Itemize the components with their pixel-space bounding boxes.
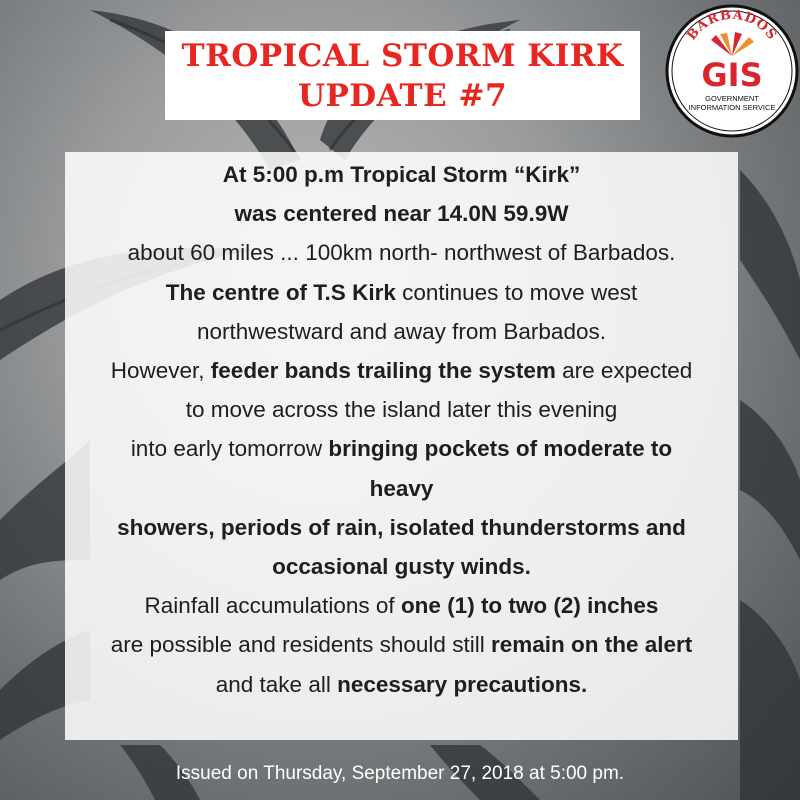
bulletin-line-12: Rainfall accumulations of one (1) to two (2) inches [144,593,659,619]
title-line-1: TROPICAL STORM KIRK [181,37,624,74]
bulletin-line-3: about 60 miles ... 100km north- northwest of Barbados. [127,240,676,266]
gis-logo-emblem [665,4,799,138]
bulletin-line-10: showers, periods of rain, isolated thunderstorms and [117,514,686,540]
gis-logo [665,4,799,138]
title-line-2: UPDATE #7 [297,77,508,114]
bulletin-line-1: At 5:00 p.m Tropical Storm “Kirk” [222,162,581,187]
logo-line-1: GOVERNMENT [705,94,759,103]
issued-footer: Issued on Thursday, September 27, 2018 at 5:00 pm. [175,763,625,784]
bulletin-line-2: was centered near 14.0N 59.9W [234,201,569,227]
bulletin-line-7: to move across the island later this evening [185,397,618,423]
bulletin-line-5: northwestward and away from Barbados. [197,318,606,344]
bulletin-line-9: heavy [369,475,434,501]
bulletin-line-4: The centre of T.S Kirk continues to move west [165,279,638,305]
logo-arc-text: BARBADOS [684,7,780,44]
bulletin-line-6: However, feeder bands trailing the system are expected [110,358,693,384]
bulletin-line-14: and take all necessary precautions. [215,671,588,697]
bulletin-line-11: occasional gusty winds. [272,554,531,580]
logo-line-2: INFORMATION SERVICE [688,103,776,112]
logo-mark-text: GIS [701,56,763,94]
bulletin-text [65,155,738,704]
bulletin-line-13: are possible and residents should still remain on the alert [110,632,693,658]
bulletin-line-8: into early tomorrow bringing pockets of moderate to [130,436,673,462]
title-banner [165,31,640,120]
bulletin-panel [65,152,738,740]
